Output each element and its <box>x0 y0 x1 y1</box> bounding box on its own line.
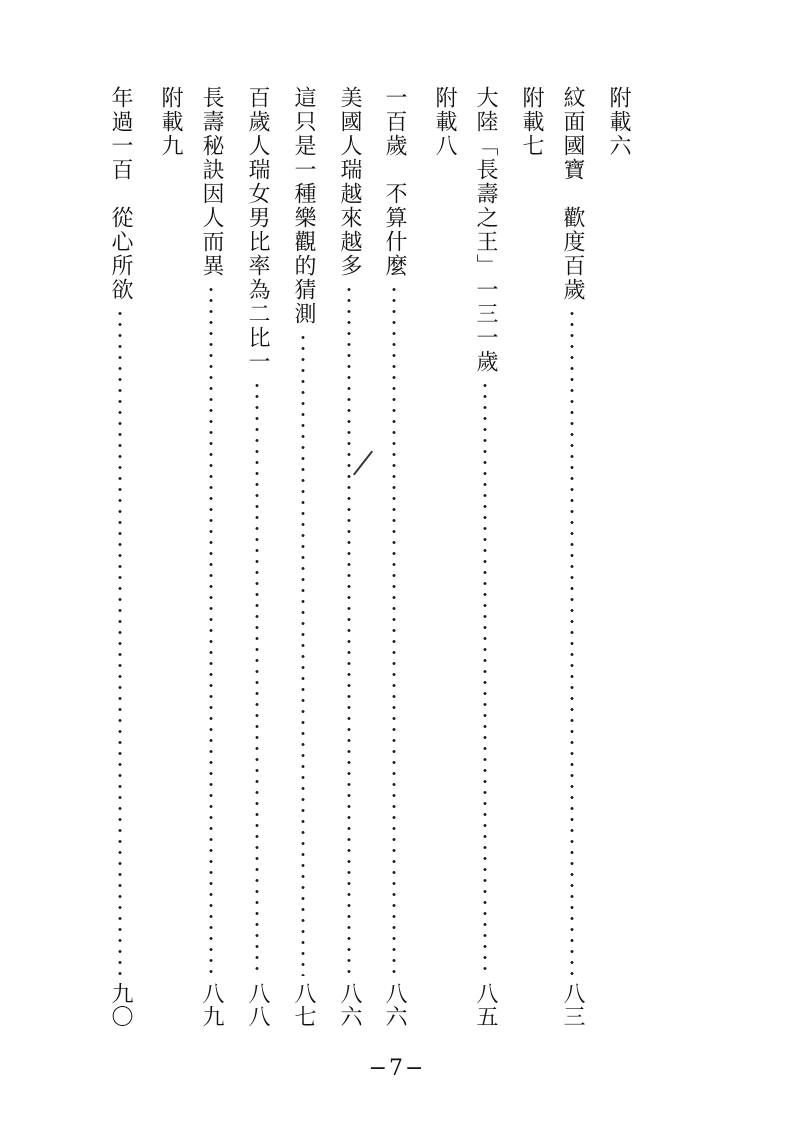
entry-title: 長壽秘訣因人而異 <box>199 86 224 278</box>
entry-page-number: 八九 <box>199 982 224 1028</box>
dot-leader <box>347 284 351 976</box>
dot-leader <box>570 308 574 976</box>
toc-entry-4[interactable] <box>332 86 366 1036</box>
section-heading-9: 附載九 <box>158 86 183 158</box>
entry-page-number: 八八 <box>245 982 270 1028</box>
entry-title: 百歲人瑞女男比率為二比一 <box>245 86 270 374</box>
dot-leader <box>301 332 305 976</box>
entry-title: 一百歲 不算什麼 <box>382 86 407 278</box>
toc-entry-3[interactable] <box>377 86 411 1036</box>
entry-page-number: 八六 <box>382 982 407 1028</box>
entry-title: 紋面國寶 歡度百歲 <box>560 86 585 302</box>
toc-entry-8[interactable] <box>103 86 137 1036</box>
entry-page-number: 九〇 <box>108 982 133 1028</box>
section-heading-7: 附載七 <box>519 86 544 158</box>
toc-entry-6[interactable] <box>240 86 274 1036</box>
entry-title: 美國人瑞越來越多 <box>337 86 362 278</box>
toc-entry-2[interactable] <box>468 86 502 1036</box>
dot-leader <box>392 284 396 976</box>
toc-entry-7[interactable] <box>194 86 228 1036</box>
dot-leader <box>255 380 259 976</box>
entry-title: 年過一百 從心所欲 <box>108 86 133 302</box>
dot-leader <box>209 284 213 976</box>
entry-title: 這只是一種樂觀的猜測 <box>291 86 316 326</box>
entry-page-number: 八六 <box>337 982 362 1028</box>
toc-entry-1[interactable] <box>555 86 589 1036</box>
entry-title: 大陸「長壽之王」一三一歲 <box>473 86 498 374</box>
entry-page-number: 八五 <box>473 982 498 1028</box>
toc-entry-5[interactable] <box>286 86 320 1036</box>
section-heading-6: 附載六 <box>606 86 631 158</box>
section-heading-8: 附載八 <box>432 86 457 158</box>
dot-leader <box>483 380 487 976</box>
dot-leader <box>118 308 122 976</box>
entry-page-number: 八七 <box>291 982 316 1028</box>
page-folio: −7− <box>368 1056 426 1081</box>
entry-page-number: 八三 <box>560 982 585 1028</box>
